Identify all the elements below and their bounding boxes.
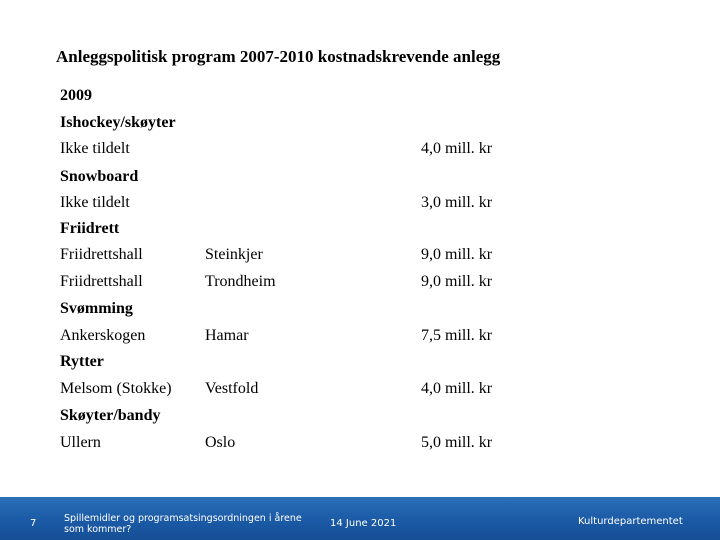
footer-organization: Kulturdepartementet bbox=[578, 516, 683, 527]
row-category: Skøyter/bandy bbox=[60, 407, 161, 424]
list-row bbox=[60, 140, 660, 166]
row-category: Rytter bbox=[60, 353, 104, 370]
row-category: Ikke tildelt bbox=[60, 140, 130, 157]
list-row bbox=[60, 114, 660, 140]
row-amount: 9,0 mill. kr bbox=[421, 273, 493, 290]
list-row bbox=[60, 380, 660, 406]
list-row bbox=[60, 407, 660, 433]
row-category: Ullern bbox=[60, 434, 101, 451]
row-category: Svømming bbox=[60, 300, 133, 317]
list-row bbox=[60, 434, 660, 460]
list-row bbox=[60, 353, 660, 379]
list-row bbox=[60, 246, 660, 272]
row-amount: 9,0 mill. kr bbox=[421, 246, 493, 263]
list-row bbox=[60, 273, 660, 299]
row-category: Friidrett bbox=[60, 220, 120, 237]
row-category: Ankerskogen bbox=[60, 327, 146, 344]
row-amount: 4,0 mill. kr bbox=[421, 380, 493, 397]
list-row bbox=[60, 300, 660, 326]
row-amount: 5,0 mill. kr bbox=[421, 434, 493, 451]
row-category: Ikke tildelt bbox=[60, 194, 130, 211]
row-amount: 3,0 mill. kr bbox=[421, 194, 493, 211]
row-category: Friidrettshall bbox=[60, 246, 143, 263]
list-row bbox=[60, 327, 660, 353]
slide-title: Anleggspolitisk program 2007-2010 kostnadskrevende anlegg bbox=[56, 47, 501, 66]
row-location: Oslo bbox=[205, 434, 236, 451]
row-amount: 4,0 mill. kr bbox=[421, 140, 493, 157]
row-location: Vestfold bbox=[205, 380, 259, 397]
footer-date: 14 June 2021 bbox=[330, 518, 397, 529]
list-row bbox=[60, 194, 660, 220]
row-category: Ishockey/skøyter bbox=[60, 114, 176, 131]
row-location: Steinkjer bbox=[205, 246, 263, 263]
row-category: Friidrettshall bbox=[60, 273, 143, 290]
row-category: Snowboard bbox=[60, 168, 139, 185]
footer-caption: Spillemidler og programsatsingsordningen i årene som kommer? bbox=[64, 513, 302, 535]
row-location: Hamar bbox=[205, 327, 249, 344]
row-amount: 7,5 mill. kr bbox=[421, 327, 493, 344]
row-category: Melsom (Stokke) bbox=[60, 380, 172, 397]
year-label: 2009 bbox=[60, 87, 92, 104]
list-row bbox=[60, 168, 660, 194]
page-number: 7 bbox=[30, 518, 37, 529]
row-location: Trondheim bbox=[205, 273, 276, 290]
footer-bar bbox=[0, 497, 720, 540]
list-row bbox=[60, 220, 660, 246]
